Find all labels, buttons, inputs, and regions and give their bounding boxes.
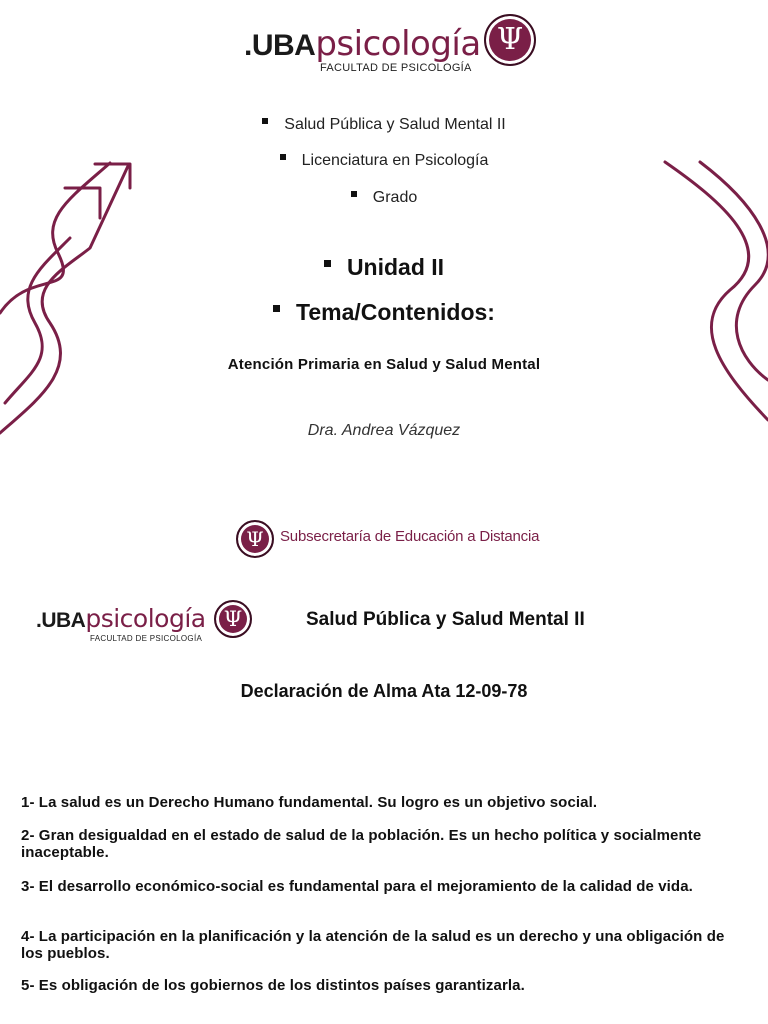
declaration-point-2: 2- Gran desigualdad en el estado de salud de la población. Es un hecho política y socialmente inaceptable. [21,827,702,861]
declaration-point-3: 3- El desarrollo económico-social es fundamental para el mejoramiento de la calidad de vida. [21,878,693,895]
subsecretaria-label: Subsecretaría de Educación a Distancia [280,528,540,545]
psi-symbol: Ψ [246,527,264,551]
uba-psicologia-logo [244,14,544,78]
bullet-icon [324,260,331,267]
uba-psicologia-logo-small [36,598,266,648]
course-item-label: Salud Pública y Salud Mental II [284,116,506,133]
logo-faculty-text: FACULTAD DE PSICOLOGÍA [320,62,472,74]
author-name: Dra. Andrea Vázquez [307,422,461,439]
declaration-title: Declaración de Alma Ata 12-09-78 [240,681,528,701]
bullet-icon [351,191,357,197]
course-item-label: Licenciatura en Psicología [301,152,489,169]
declaration-point-4: 4- La participación en la planificación y la atención de la salud es un derecho y una obligación de los pueblos. [21,928,725,962]
course-item-label: Grado [372,189,418,206]
unit-heading-label: Unidad II [346,254,445,280]
bullet-icon [280,154,286,160]
unit-heading [0,254,768,281]
course-item-degree [0,152,768,170]
course-item-level [0,189,768,207]
psi-logo-icon [236,520,274,558]
logo-faculty-text: FACULTAD DE PSICOLOGÍA [90,634,203,643]
page2-title: Salud Pública y Salud Mental II [306,609,585,630]
topics-heading-label: Tema/Contenidos: [296,299,495,325]
psi-logo-icon [214,600,252,638]
psi-symbol: Ψ [223,607,243,631]
psi-symbol: Ψ [496,22,524,57]
declaration-point-5: 5- Es obligación de los gobiernos de los distintos países garantizarla. [21,977,525,994]
logo-uba-text: .UBA [36,609,86,632]
topic-title: Atención Primaria en Salud y Salud Mental [227,356,541,373]
logo-uba-text: .UBA [244,29,316,62]
topics-heading [0,299,768,326]
logo-psicologia-text: psicología [85,604,206,633]
declaration-point-1: 1- La salud es un Derecho Humano fundamental. Su logro es un objetivo social. [21,794,598,811]
course-item-subject [0,116,768,134]
subsecretaria-badge [236,518,556,558]
logo-psicologia-text: psicología [315,24,481,64]
bullet-icon [262,118,268,124]
psi-logo-icon [484,14,536,66]
bullet-icon [273,305,280,312]
